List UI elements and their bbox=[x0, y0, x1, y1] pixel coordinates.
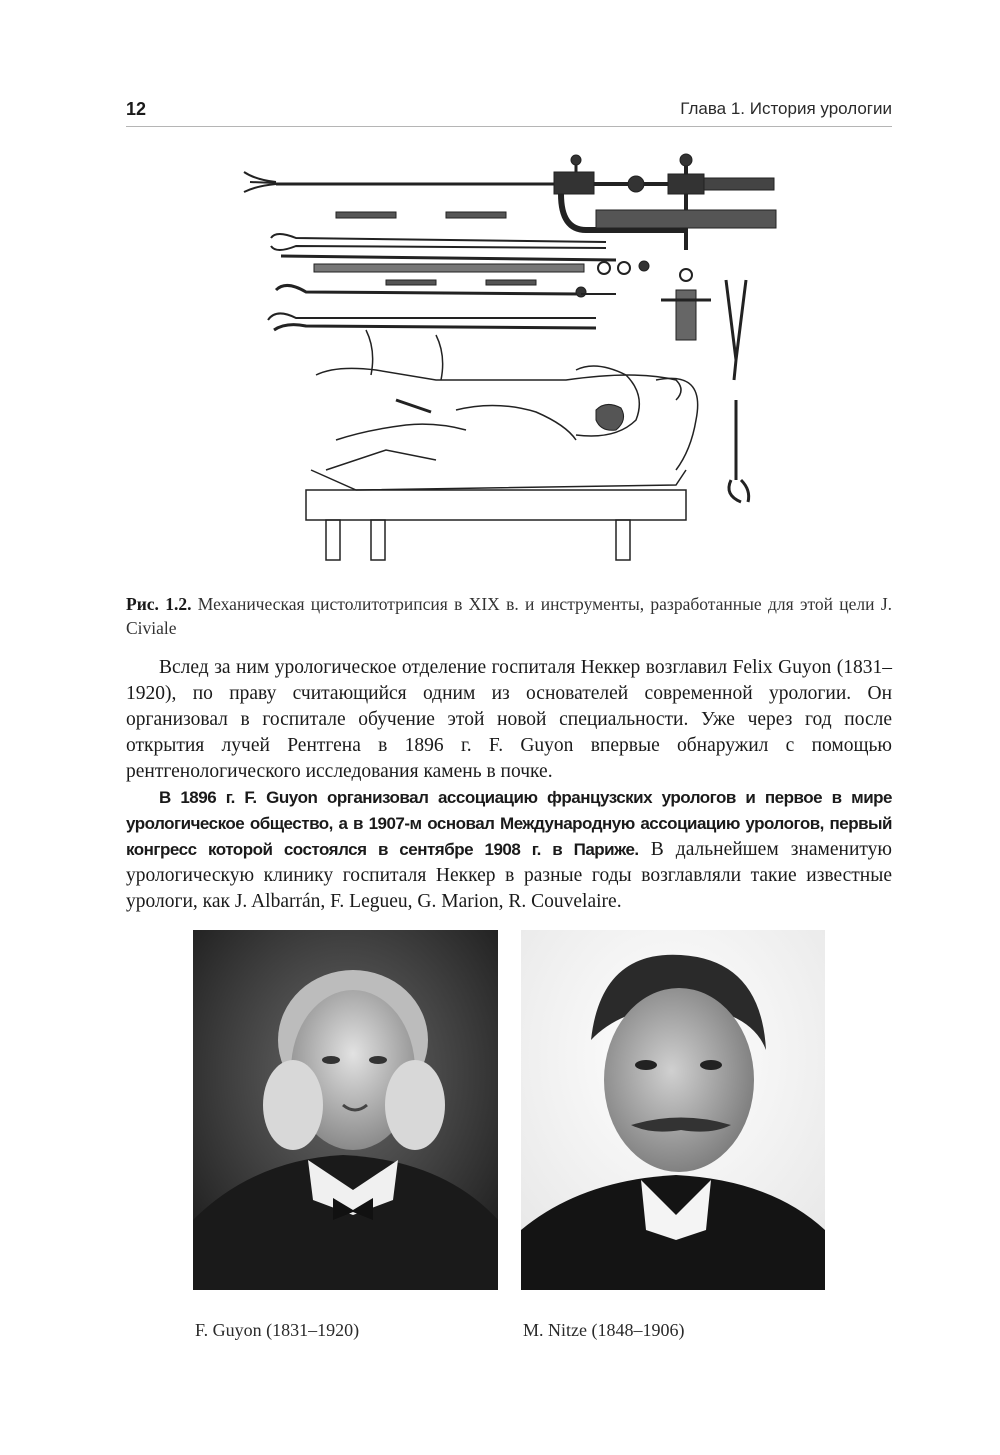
figure-caption bbox=[126, 592, 892, 640]
portrait-caption-guyon: F. Guyon (1831–1920) bbox=[195, 1320, 360, 1340]
figure-label: Рис. 1.2. bbox=[126, 594, 192, 614]
paragraph-2-bold: В 1896 г. F. Guyon организовал ассоциацию французских урологов и первое в мире урологическое общество, а в 1907-м основал Международную ассоциацию урологов, первый конгресс которой состоялся в сентябре 1908 г. в Париже. bbox=[126, 788, 892, 859]
figure-instruments-illustration bbox=[236, 150, 796, 562]
body-text bbox=[126, 655, 892, 915]
running-title: Глава 1. История урологии bbox=[680, 99, 892, 118]
portrait-caption-nitze: M. Nitze (1848–1906) bbox=[523, 1320, 685, 1340]
paragraph-2 bbox=[126, 785, 892, 915]
paragraph-1: Вслед за ним урологическое отделение госпиталя Неккер возглавил Felix Guyon (1831–1920), по праву считающийся одним из основателей современной урологии. Он организовал в госпитале обучение этой новой специальности. Уже через год после открытия лучей Рентгена в 1896 г. F. Guyon впервые обнаружил с помощью рентгенологического исследования камень в почке. bbox=[126, 657, 892, 782]
portrait-nitze bbox=[521, 930, 825, 1290]
page-header bbox=[126, 96, 892, 127]
figure-caption-text: Механическая цистолитотрипсия в XIX в. и инструменты, разработанные для этой цели J. Civiale bbox=[126, 594, 893, 638]
page-number: 12 bbox=[126, 99, 147, 119]
paragraph-2-rest: В дальнейшем знаменитую урологическую клинику госпиталя Неккер в разные годы возглавляли такие известные урологи, как J. Albarrán, F. Legueu, G. Marion, R. Couvelaire. bbox=[126, 839, 892, 912]
portrait-guyon bbox=[193, 930, 498, 1290]
